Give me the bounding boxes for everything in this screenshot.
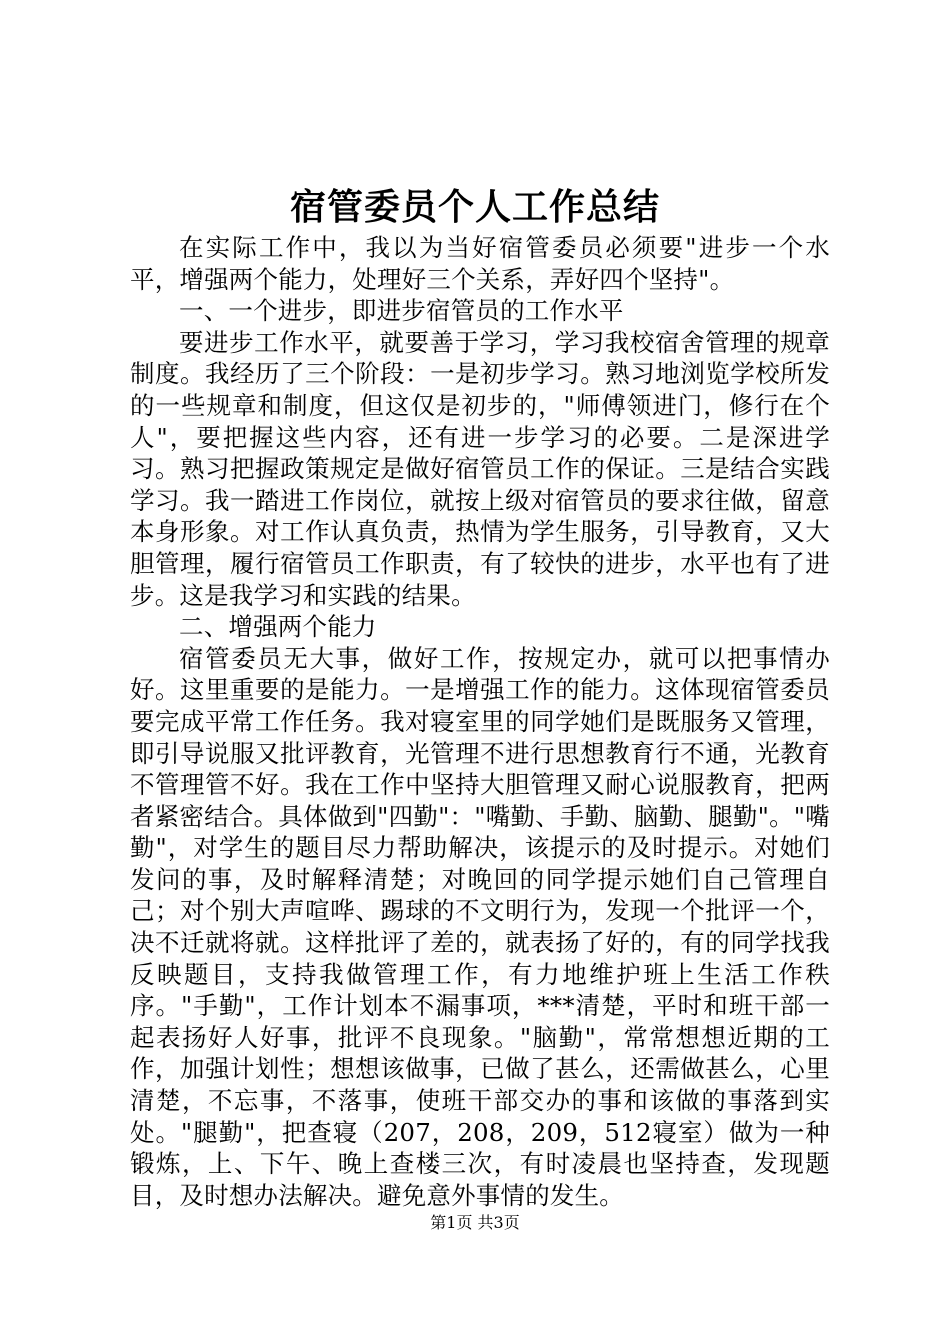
- heading-section-2: 二、增强两个能力: [179, 612, 377, 642]
- document-title: 宿管委员个人工作总结: [289, 186, 660, 228]
- document-body: [130, 232, 830, 1211]
- paragraph-section-1: 要进步工作水平，就要善于学习，学习我校宿舍管理的规章制度。我经历了三个阶段：一是初步学习。熟习地浏览学校所发的一些规章和制度，但这仅是初步的，"师傅领进门，修行在个人"，要把握这些内容，还有进一步学习的必要。二是深进学习。熟习把握政策规定是做好宿管员工作的保证。三是结合实践学习。我一踏进工作岗位，就按上级对宿管员的要求往做，留意本身形象。对工作认真负责，热情为学生服务，引导教育，又大胆管理，履行宿管员工作职责，有了较快的进步，水平也有了进步。这是我学习和实践的结果。: [130, 327, 830, 610]
- page-footer: 第1页 共3页: [430, 1213, 520, 1232]
- heading-section-1: 一、一个进步，即进步宿管员的工作水平: [179, 296, 624, 326]
- paragraph-intro: 在实际工作中，我以为当好宿管委员必须要"进步一个水平，增强两个能力，处理好三个关系，弄好四个坚持"。: [130, 233, 830, 294]
- paragraph-section-2: 宿管委员无大事，做好工作，按规定办，就可以把事情办好。这里重要的是能力。一是增强工作的能力。这体现宿管委员要完成平常工作任务。我对寝室里的同学她们是既服务又管理，即引导说服又批评教育，光管理不进行思想教育行不通，光教育不管理管不好。我在工作中坚持大胆管理又耐心说服教育，把两者紧密结合。具体做到"四勤"："嘴勤、手勤、脑勤、腿勤"。"嘴勤"，对学生的题目尽力帮助解决，该提示的及时提示。对她们发问的事，及时解释清楚；对晚回的同学提示她们自己管理自己；对个别大声喧哗、踢球的不文明行为，发现一个批评一个，决不迁就将就。这样批评了差的，就表扬了好的，有的同学找我反映题目，支持我做管理工作，有力地维护班上生活工作秩序。"手勤"，工作计划本不漏事项，***清楚，平时和班干部一起表扬好人好事，批评不良现象。"脑勤"，常常想想近期的工作，加强计划性；想想该做事，已做了甚么，还需做甚么，心里清楚，不忘事，不落事，使班干部交办的事和该做的事落到实处。"腿勤"，把查寝（207，208，209，512寝室）做为一种锻炼，上、下午、晚上查楼三次，有时凌晨也坚持查，发现题目，及时想办法解决。避免意外事情的发生。: [130, 643, 830, 1210]
